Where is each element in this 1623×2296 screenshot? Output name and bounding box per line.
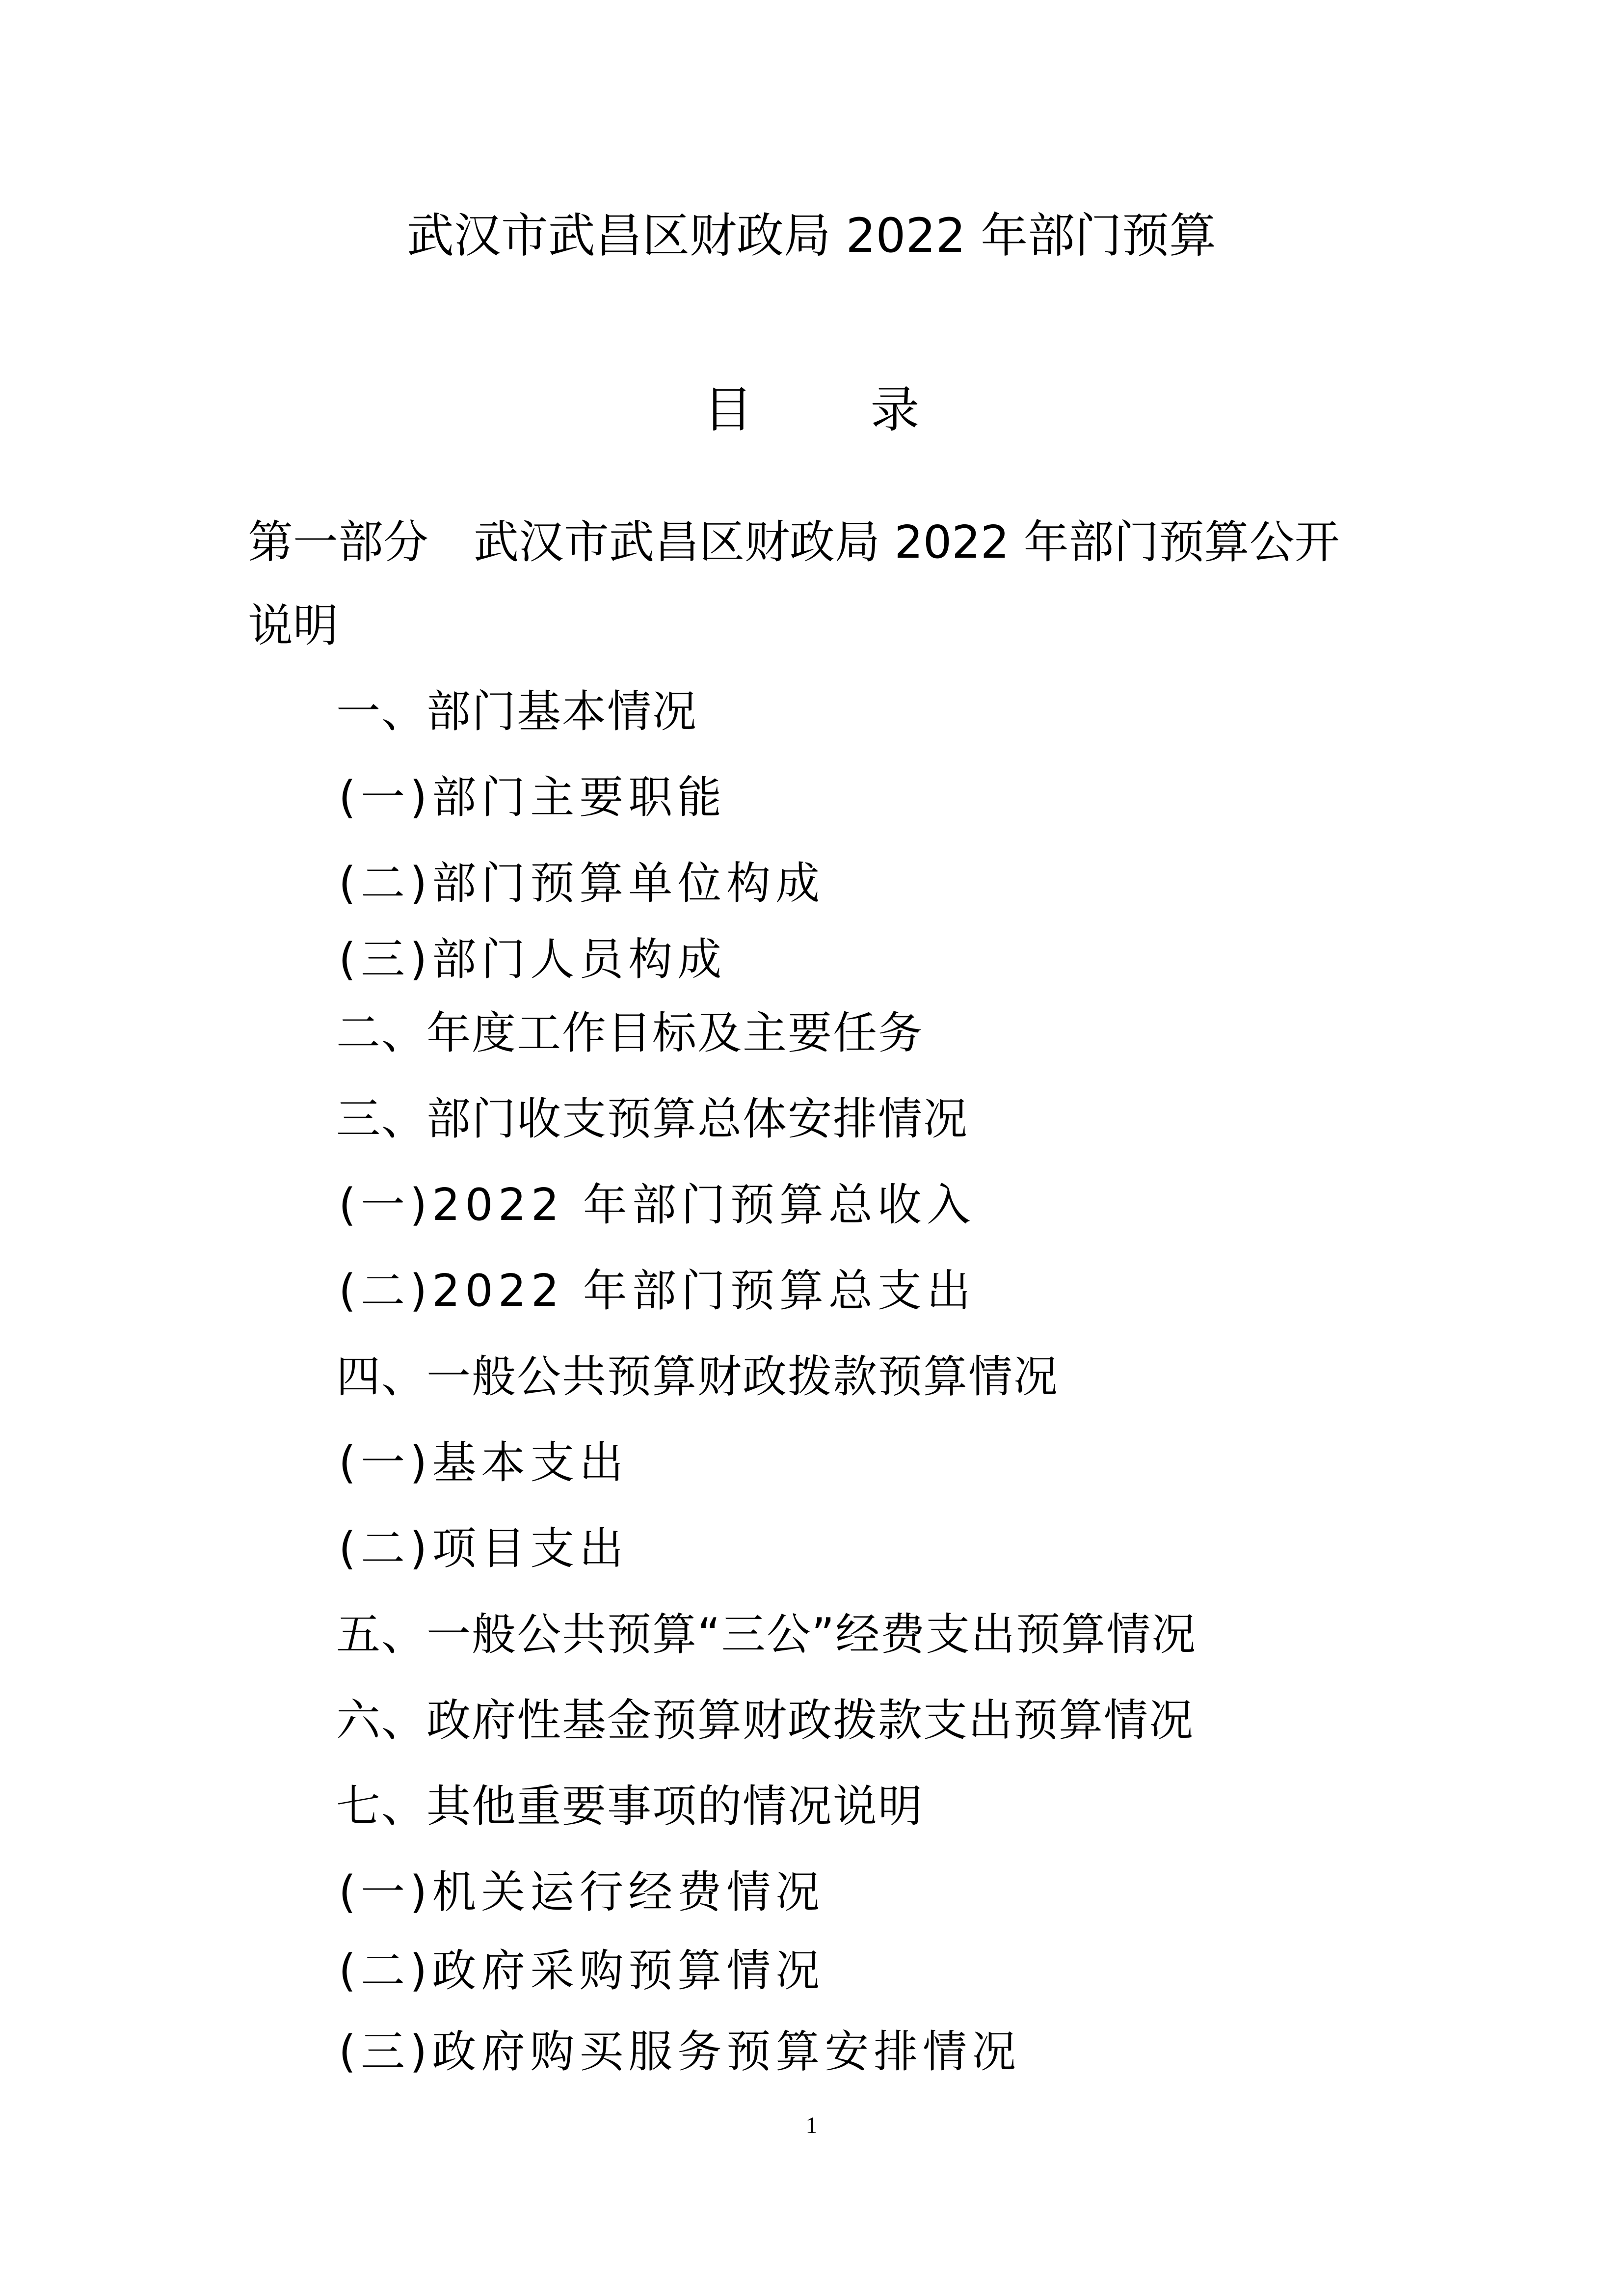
toc-item: 一、部门基本情况 xyxy=(336,686,697,737)
toc-item: 二、年度工作目标及主要任务 xyxy=(336,1007,923,1059)
toc-heading-char-2: 录 xyxy=(870,381,920,438)
toc-item: (二)项目支出 xyxy=(339,1523,629,1574)
document-title: 武汉市武昌区财政局 2022 年部门预算 xyxy=(406,208,1217,263)
toc-heading-char-1: 目 xyxy=(703,381,753,438)
toc-item: (一)部门主要职能 xyxy=(339,772,727,823)
toc-item: 三、部门收支预算总体安排情况 xyxy=(336,1093,968,1145)
part-one-title: 第一部分 武汉市武昌区财政局 2022 年部门预算公开 xyxy=(248,516,1340,568)
toc-item: (二)2022 年部门预算总支出 xyxy=(339,1265,976,1317)
toc-item: (三)政府购买服务预算安排情况 xyxy=(339,2026,1021,2078)
toc-item: (一)基本支出 xyxy=(339,1437,629,1488)
toc-item: (二)部门预算单位构成 xyxy=(339,858,825,909)
part-one-title-continued: 说明 xyxy=(248,599,339,652)
page-number: 1 xyxy=(805,2112,818,2138)
toc-item: 五、一般公共预算“三公”经费支出预算情况 xyxy=(336,1609,1197,1660)
toc-item: (二)政府采购预算情况 xyxy=(339,1945,825,1997)
toc-item: 七、其他重要事项的情况说明 xyxy=(336,1781,923,1832)
toc-item: 四、一般公共预算财政拨款预算情况 xyxy=(336,1351,1059,1403)
toc-item: 六、政府性基金预算财政拨款支出预算情况 xyxy=(336,1695,1194,1746)
toc-item: (一)2022 年部门预算总收入 xyxy=(339,1179,976,1231)
toc-heading xyxy=(0,380,1623,439)
toc-item: (三)部门人员构成 xyxy=(339,934,727,985)
toc-item: (一)机关运行经费情况 xyxy=(339,1866,825,1918)
